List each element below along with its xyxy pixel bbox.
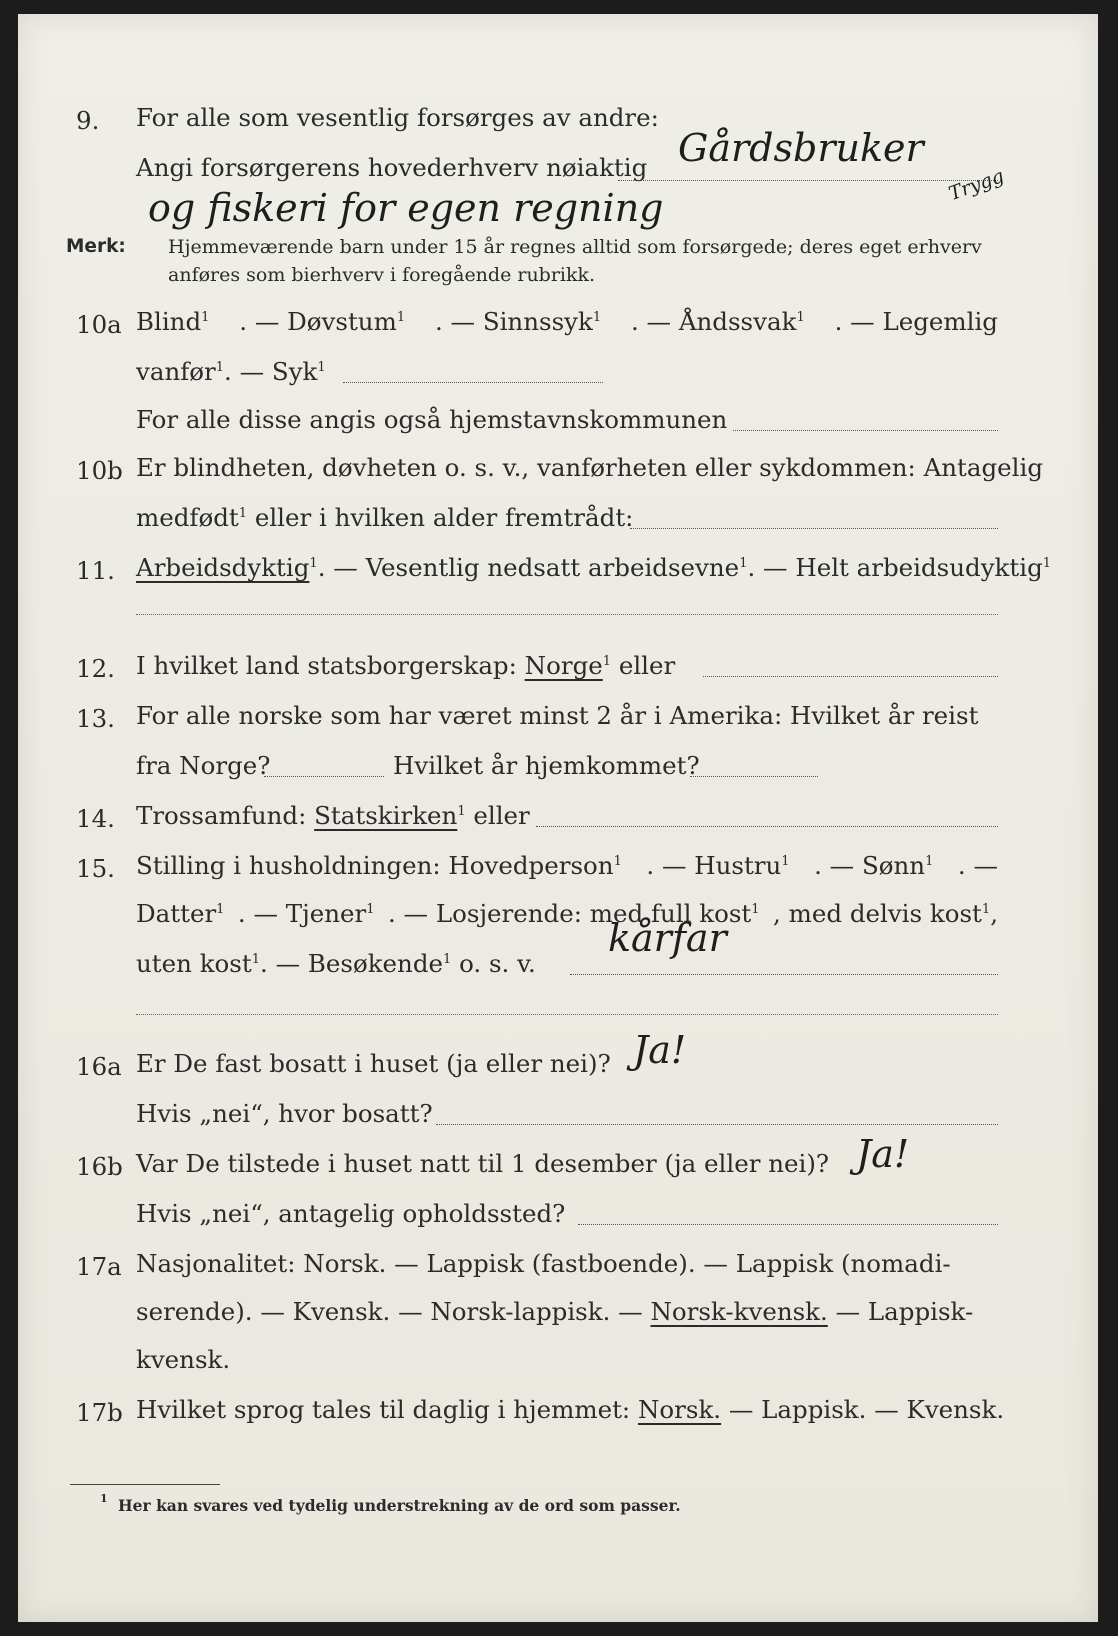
q16b-handwritten-answer: Ja! — [856, 1132, 910, 1176]
item-number-17b: 17b — [76, 1398, 123, 1427]
merk-label: Merk: — [66, 236, 126, 257]
census-form-page — [18, 14, 1098, 1622]
q16a-line2: Hvis „nei“, hvor bosatt? — [136, 1099, 433, 1128]
q17b-line: Hvilket sprog tales til daglig i hjemmet: Norsk. — Lappisk. — Kvensk. — [136, 1395, 1005, 1424]
q13-reist-line — [264, 776, 384, 777]
item-number-14: 14. — [76, 804, 115, 833]
q13-line2-b: Hvilket år hjemkommet? — [393, 751, 700, 780]
q15-line1: Stilling i husholdningen: Hovedperson$^1$ . — Hustru$^1$ . — Sønn$^1$ . — — [136, 851, 998, 880]
q10a-hjemstavn-line — [733, 430, 998, 431]
q10a-line1: Blind$^1$ . — Døvstum$^1$ . — Sinnssyk$^1$ . — Åndssvak$^1$ . — Legemlig — [136, 307, 998, 336]
q9-answer-line — [618, 180, 998, 181]
q9-handwritten-note: Trygg — [945, 164, 1007, 206]
q11-answer-line — [136, 614, 998, 615]
item-number-17a: 17a — [76, 1252, 122, 1281]
q10b-line2: medfødt$^1$ eller i hvilken alder fremtrådt: — [136, 503, 634, 532]
q17a-line2: serende). — Kvensk. — Norsk-lappisk. — Norsk-kvensk. — Lappisk- — [136, 1297, 974, 1326]
item-number-9: 9. — [76, 106, 100, 135]
q17a-line1: Nasjonalitet: Norsk. — Lappisk (fastboende). — Lappisk (nomadi- — [136, 1249, 951, 1278]
q13-hjemkommet-line — [690, 776, 818, 777]
q17a-line3: kvensk. — [136, 1345, 231, 1374]
q15-handwritten-answer: kårfar — [608, 916, 727, 960]
q14-answer-line — [536, 826, 998, 827]
q16a-answer-line — [436, 1124, 998, 1125]
item-number-12: 12. — [76, 654, 115, 683]
q15-answer-line — [570, 974, 998, 975]
item-number-16a: 16a — [76, 1052, 122, 1081]
q9-handwritten-occupation: Gårdsbruker — [678, 126, 924, 170]
q13-line1: For alle norske som har været minst 2 år i Amerika: Hvilket år reist — [136, 701, 979, 730]
q10a-syk-line — [343, 382, 603, 383]
footnote-divider — [70, 1484, 220, 1485]
footnote-text: Her kan svares ved tydelig understrekning av de ord som passer. — [118, 1496, 681, 1515]
q15-extra-line — [136, 1014, 998, 1015]
q10a-line3: For alle disse angis også hjemstavnskommunen — [136, 405, 728, 434]
q10b-line1: Er blindheten, døvheten o. s. v., vanførheten eller sykdommen: Antagelig — [136, 453, 1044, 482]
item-number-15: 15. — [76, 854, 115, 883]
q16a-handwritten-answer: Ja! — [633, 1028, 687, 1072]
q12-line: I hvilket land statsborgerskap: Norge$^1$ eller — [136, 651, 676, 680]
item-number-10a: 10a — [76, 310, 122, 339]
q11-line: Arbeidsdyktig$^1$. — Vesentlig nedsatt arbeidsevne$^1$. — Helt arbeidsudyktig$^1$ — [136, 553, 1052, 582]
q9-line2: Angi forsørgerens hovederhverv nøiaktig — [136, 153, 648, 182]
q12-answer-line — [703, 676, 998, 677]
q16b-answer-line — [578, 1224, 998, 1225]
q15-line2: Datter$^1$ . — Tjener$^1$ . — Losjerende: med full kost$^1$ , med delvis kost$^1$, — [136, 899, 998, 928]
q10a-line2: vanfør$^1$. — Syk$^1$ — [136, 357, 326, 386]
q16a-line1: Er De fast bosatt i huset (ja eller nei)? — [136, 1049, 611, 1078]
item-number-13: 13. — [76, 704, 115, 733]
q16b-line2: Hvis „nei“, antagelig opholdssted? — [136, 1199, 566, 1228]
item-number-10b: 10b — [76, 456, 123, 485]
q9-handwritten-occupation-cont: og fiskeri for egen regning — [148, 186, 664, 230]
footnote-mark: 1 — [100, 1492, 108, 1505]
item-number-11: 11. — [76, 556, 115, 585]
q15-line3: uten kost$^1$. — Besøkende$^1$ o. s. v. — [136, 949, 536, 978]
merk-line2: anføres som bierhverv i foregående rubrikk. — [168, 264, 596, 286]
q9-line1: For alle som vesentlig forsørges av andre: — [136, 103, 659, 132]
item-number-16b: 16b — [76, 1152, 123, 1181]
q14-line: Trossamfund: Statskirken$^1$ eller — [136, 801, 530, 830]
q13-line2-a: fra Norge? — [136, 751, 271, 780]
q10b-answer-line — [630, 528, 998, 529]
q16b-line1: Var De tilstede i huset natt til 1 desember (ja eller nei)? — [136, 1149, 830, 1178]
merk-line1: Hjemmeværende barn under 15 år regnes alltid som forsørgede; deres eget erhverv — [168, 236, 982, 258]
